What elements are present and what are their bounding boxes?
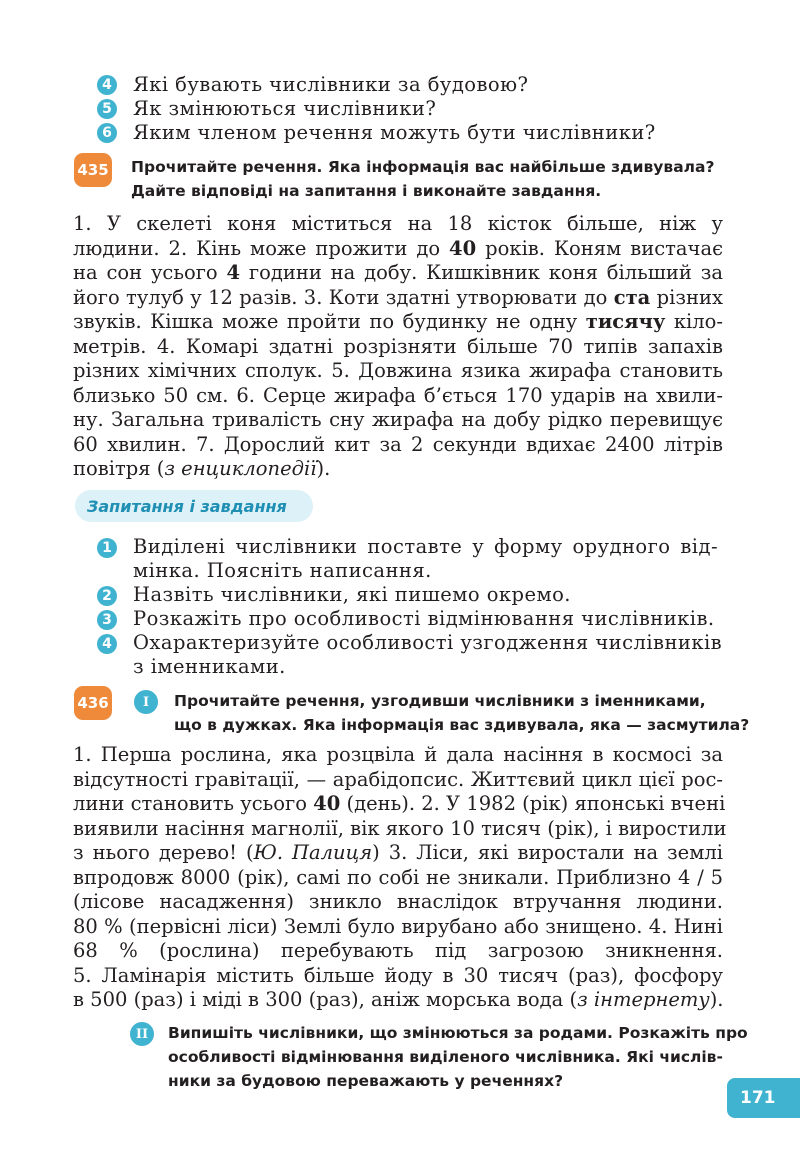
intro-question	[97, 97, 436, 120]
question-number: 5	[97, 99, 117, 119]
instruction-line: Дайте відповіді на запитання і виконайте завдання.	[131, 182, 602, 200]
task-number: 2	[97, 586, 117, 606]
instruction-line: особливості відмінювання виділеного числівника. Які числів-	[168, 1048, 723, 1066]
instruction-line: Випишіть числівники, що змінюються за родами. Розкажіть про	[168, 1024, 748, 1042]
exercise-number-badge: 436	[74, 686, 112, 720]
intro-question	[97, 73, 528, 96]
text-line: звуків. Кішка може пройти по будинку не одну тисячу кіло-	[73, 310, 723, 333]
text-line: відсутності гравітації, — арабідопсис. Життєвий цикл цієї рос-	[73, 767, 723, 791]
text-line: його тулуб у 12 разів. 3. Коти здатні утворювати до ста різних	[73, 285, 724, 309]
task-item	[97, 583, 571, 607]
task-text: Виділені числівники поставте у форму орудного від- мінка. Поясніть написання.	[133, 535, 718, 582]
text-line: на сон усього 4 години на добу. Кишківник коня більший за	[73, 261, 723, 284]
instruction-line: Прочитайте речення, узгодивши числівники з іменниками,	[174, 692, 706, 710]
text-line: близько 50 см. 6. Серце жирафа б’ється 170 ударів на хвили-	[73, 383, 723, 407]
text-line: 80 % (первісні ліси) Землі було вирубано або знищено. 4. Нині	[73, 914, 723, 938]
exercise-instruction	[174, 689, 749, 737]
question-text: Яким членом речення можуть бути числівники?	[133, 121, 656, 144]
text-line: 5. Ламінарія містить більше йоду в 30 тисяч (раз), фосфору	[73, 963, 723, 987]
exercise-text	[73, 743, 727, 1013]
instruction-line: що в дужках. Яка інформація вас здивувала, яка — засмутила?	[174, 716, 750, 734]
task-number: 1	[97, 538, 117, 558]
part-one-marker: I	[134, 690, 158, 714]
instruction-line: ники за будовою переважають у реченнях?	[168, 1072, 564, 1090]
text-line: повітря (з енциклопедії).	[73, 457, 331, 480]
instruction-line: Прочитайте речення. Яка інформація вас найбільше здивувала?	[131, 158, 715, 176]
text-line: з нього дерево! (Ю. Палиця) 3. Ліси, які виростали на землі	[73, 841, 723, 864]
section-title: Запитання і завдання	[75, 490, 313, 522]
task-text: Назвіть числівники, які пишемо окремо.	[133, 583, 571, 606]
text-line: впродовж 8000 (рік), самі по собі не зникали. Приблизно 4 / 5	[73, 865, 723, 889]
exercise-text	[73, 212, 723, 482]
text-line: 68 % (рослина) перебувають під загрозою зникнення.	[73, 939, 723, 962]
text-line: 1. У скелеті коня міститься на 18 кісток більше, ніж у	[73, 212, 723, 235]
task-item	[97, 535, 718, 583]
part-two-marker: II	[130, 1022, 154, 1046]
text-line: різних хімічних сполук. 5. Довжина язика жирафа становить	[73, 359, 723, 382]
task-text: Розкажіть про особливості відмінювання числівників.	[133, 607, 715, 630]
task-item	[97, 607, 715, 631]
text-line: виявили насіння магнолії, вік якого 10 тисяч (рік), і виростили	[73, 816, 727, 840]
task-text: Охарактеризуйте особливості узгодження числівників з іменниками.	[133, 631, 723, 678]
question-text: Які бувають числівники за будовою?	[133, 73, 529, 96]
exercise-instruction	[168, 1021, 748, 1093]
task-number: 3	[97, 610, 117, 630]
question-number: 6	[97, 123, 117, 143]
page-number: 171	[727, 1078, 800, 1118]
text-line: лини становить усього 40 (день). 2. У 1982 (рік) японські вчені	[73, 792, 726, 815]
text-line: (лісове насадження) зникло внаслідок втручання людини.	[73, 890, 723, 913]
text-line: в 500 (раз) і міді в 300 (раз), аніж морська вода (з інтернету).	[73, 988, 724, 1011]
exercise-instruction	[131, 155, 714, 203]
task-number: 4	[97, 634, 117, 654]
text-line: метрів. 4. Комарі здатні розрізняти більше 70 типів запахів	[73, 334, 723, 358]
text-line: ну. Загальна тривалість сну жирафа на добу рідко перевищує	[73, 408, 723, 431]
question-number: 4	[97, 75, 117, 95]
text-line: 60 хвилин. 7. Дорослий кит за 2 секунди вдихає 2400 літрів	[73, 432, 723, 456]
text-line: людини. 2. Кінь може прожити до 40 років. Коням вистачає	[73, 236, 723, 260]
question-text: Як змінюються числівники?	[133, 97, 437, 120]
intro-question	[97, 121, 656, 144]
task-item	[97, 631, 723, 679]
exercise-number-badge: 435	[74, 153, 112, 187]
text-line: 1. Перша рослина, яка розцвіла й дала насіння в космосі за	[73, 743, 723, 766]
